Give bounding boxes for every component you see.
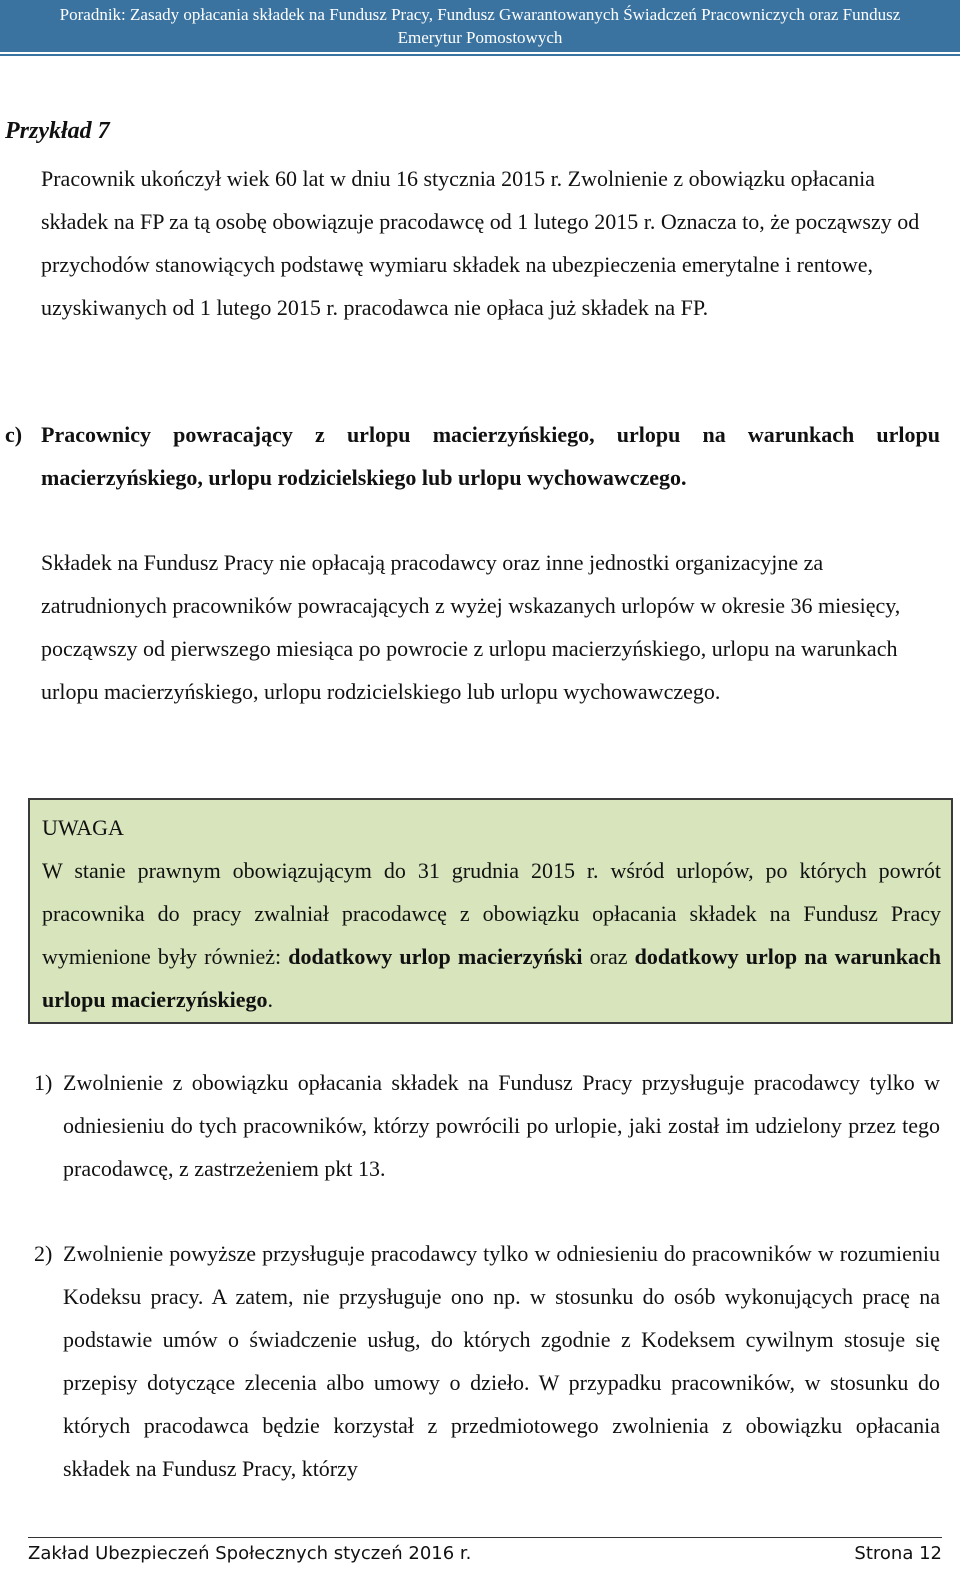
note-box bbox=[28, 798, 953, 1024]
header-title-line2: Emerytur Pomostowych bbox=[397, 28, 563, 47]
list-item-number: 2) bbox=[34, 1241, 53, 1266]
note-text-mid: oraz bbox=[582, 944, 635, 969]
section-c-text: Składek na Fundusz Pracy nie opłacają pracodawcy oraz inne jednostki organizacyjne za zatrudnionych pracowników powracających z wyżej wskazanych urlopów w okresie 36 miesięcy, począwszy od pierwszego miesiąca po powrocie z urlopu macierzyńskiego, urlopu na warunkach urlopu macierzyńskiego, urlopu rodzicielskiego lub urlopu wychowawczego. bbox=[41, 550, 901, 704]
section-c-heading-text: Pracownicy powracający z urlopu macierzyńskiego, urlopu na warunkach urlopu macierzyńskiego, urlopu rodzicielskiego lub urlopu wychowawczego. bbox=[41, 422, 940, 490]
note-text-start: W stanie prawnym obowiązującym do 31 grudnia 2015 r. wśród urlopów, po których powrót pracownika do pracy zwalniał pracodawcę z obowiązku opłacania składek na Fundusz Pracy wymienione były również: bbox=[42, 858, 941, 969]
note-body bbox=[42, 849, 941, 1021]
list-item-text: Zwolnienie z obowiązku opłacania składek na Fundusz Pracy przysługuje pracodawcy tylko w odniesieniu do tych pracowników, którzy powrócili po urlopie, jaki został im udzielony przez tego pracodawcę, z zastrzeżeniem pkt 13. bbox=[63, 1070, 940, 1181]
section-c-marker: c) bbox=[5, 422, 23, 447]
example-paragraph bbox=[41, 157, 940, 329]
list-item-2 bbox=[34, 1232, 940, 1490]
page-header bbox=[0, 0, 960, 52]
section-c-paragraph bbox=[41, 541, 940, 713]
header-title-line1: Poradnik: Zasady opłacania składek na Fundusz Pracy, Fundusz Gwarantowanych Świadczeń Pracowniczych oraz Fundusz bbox=[59, 5, 901, 24]
section-c-heading bbox=[5, 413, 940, 499]
note-title: UWAGA bbox=[42, 815, 124, 840]
page-number: Strona 12 bbox=[854, 1543, 942, 1564]
header-divider bbox=[0, 54, 960, 56]
example-title: Przykład 7 bbox=[5, 118, 110, 144]
note-bold-2: dodatkowy urlop na warunkach urlopu macierzyńskiego bbox=[42, 944, 941, 1012]
list-item-1 bbox=[34, 1061, 940, 1190]
note-text-end: . bbox=[267, 987, 273, 1012]
footer-publisher: Zakład Ubezpieczeń Społecznych styczeń 2016 r. bbox=[28, 1543, 472, 1564]
note-bold-1: dodatkowy urlop macierzyński bbox=[288, 944, 583, 969]
example-text: Pracownik ukończył wiek 60 lat w dniu 16 stycznia 2015 r. Zwolnienie z obowiązku opłacania składek na FP za tą osobę obowiązuje pracodawcę od 1 lutego 2015 r. Oznacza to, że począwszy od przychodów stanowiących podstawę wymiaru składek na ubezpieczenia emerytalne i rentowe, uzyskiwanych od 1 lutego 2015 r. pracodawca nie opłaca już składek na FP. bbox=[41, 166, 920, 320]
list-item-number: 1) bbox=[34, 1070, 53, 1095]
list-item-text: Zwolnienie powyższe przysługuje pracodawcy tylko w odniesieniu do pracowników w rozumieniu Kodeksu pracy. A zatem, nie przysługuje ono np. w stosunku do osób wykonujących pracę na podstawie umów o świadczenie usług, do których zgodnie z Kodeksem cywilnym stosuje się przepisy dotyczące zlecenia albo umowy o dzieło. W przypadku pracowników, w stosunku do których pracodawca będzie korzystał z przedmiotowego zwolnienia z obowiązku opłacania składek na Fundusz Pracy, którzy bbox=[63, 1241, 940, 1481]
footer-divider bbox=[28, 1537, 942, 1538]
